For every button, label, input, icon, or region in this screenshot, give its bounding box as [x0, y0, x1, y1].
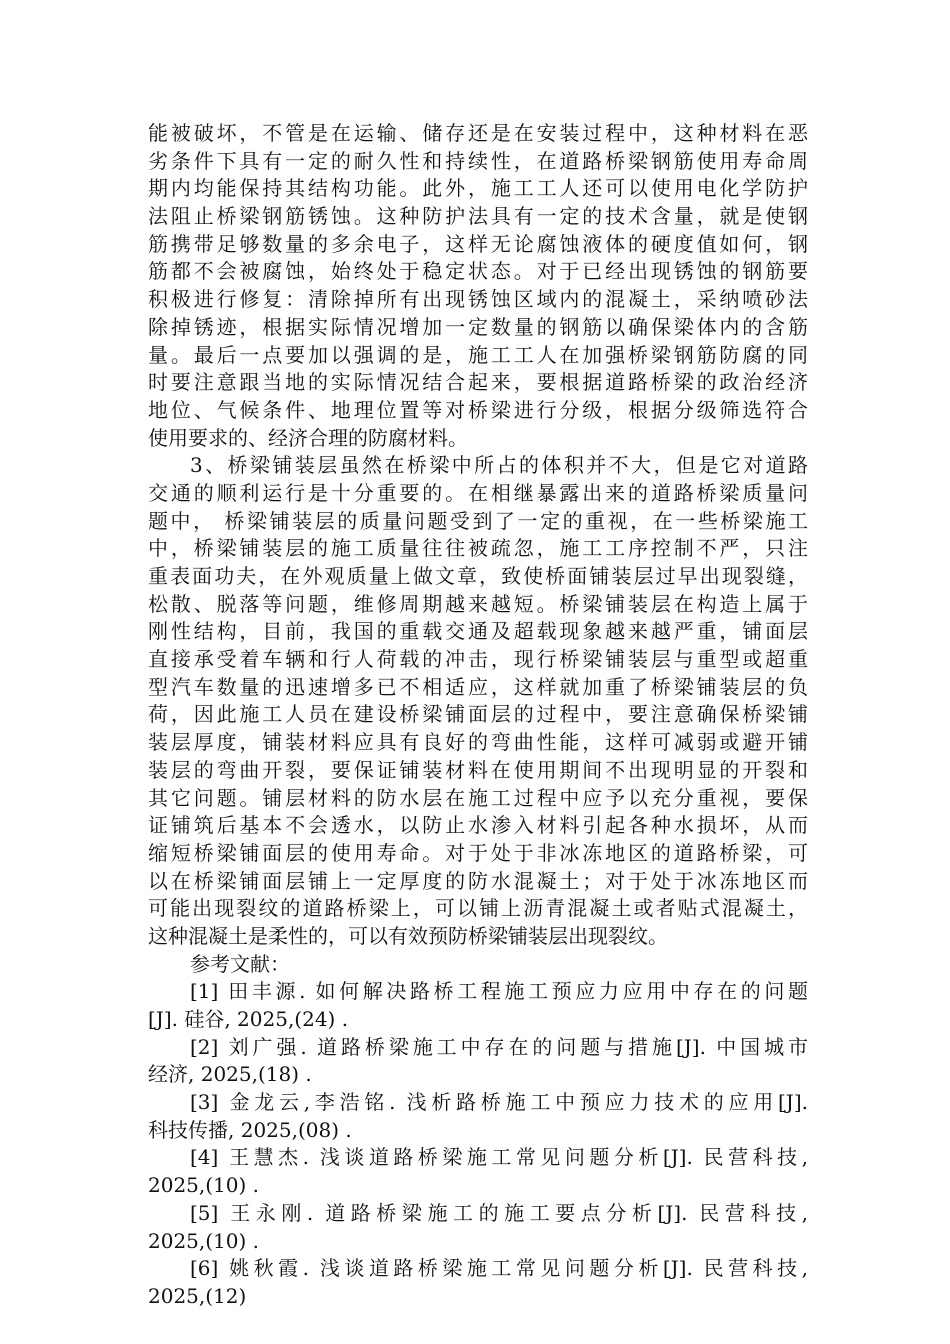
text-line: 题中， 桥梁铺装层的质量问题受到了一定的重视，在一些桥梁施工: [148, 508, 808, 533]
text-line: 可能出现裂纹的道路桥梁上，可以铺上沥青混凝土或者贴式混凝土，: [148, 896, 808, 921]
text-line: 其它问题。铺层材料的防水层在施工过程中应予以充分重视，要保: [148, 785, 808, 810]
text-line: 中，桥梁铺装层的施工质量往往被疏忽，施工工序控制不严，只注: [148, 536, 808, 561]
document-page: [148, 120, 808, 1311]
text-line: 缩短桥梁铺面层的使用寿命。对于处于非冰冻地区的道路桥梁，可: [148, 840, 808, 865]
reference-line: 2025,(10) .: [148, 1173, 260, 1198]
text-line: 松散、脱落等问题，维修周期越来越短。桥梁铺装层在构造上属于: [148, 591, 808, 616]
references-heading: [148, 951, 808, 979]
reference-4: [148, 1144, 808, 1199]
text-line: 交通的顺利运行是十分重要的。在相继暴露出来的道路桥梁质量问: [148, 480, 808, 505]
text-line: 装层的弯曲开裂，要保证铺装材料在使用期间不出现明显的开裂和: [148, 757, 808, 782]
reference-line: [4] 王慧杰. 浅谈道路桥梁施工常见问题分析[J]. 民营科技,: [190, 1145, 808, 1170]
reference-line: [J]. 硅谷, 2025,(24) .: [148, 1007, 349, 1031]
reference-line: 经济, 2025,(18) .: [148, 1062, 312, 1087]
text-line: 期内均能保持其结构功能。此外，施工工人还可以使用电化学防护: [148, 176, 808, 201]
reference-line: 2025,(12): [148, 1283, 247, 1308]
text-line: 这种混凝土是柔性的，可以有效预防桥梁铺装层出现裂纹。: [148, 923, 668, 948]
reference-3: [148, 1089, 808, 1144]
text-line: 重表面功夫，在外观质量上做文章，致使桥面铺装层过早出现裂缝，: [148, 564, 808, 588]
reference-2: [148, 1034, 808, 1089]
text-line: 装层厚度，铺装材料应具有良好的弯曲性能，这样可减弱或避开铺: [148, 730, 808, 755]
reference-line: 2025,(10) .: [148, 1228, 260, 1253]
text-line: 型汽车数量的迅速增多已不相适应，这样就加重了桥梁铺装层的负: [148, 674, 808, 699]
reference-1: [148, 978, 808, 1033]
text-line: 筋携带足够数量的多余电子，这样无论腐蚀液体的硬度值如何，钢: [148, 231, 808, 256]
text-line: 除掉锈迹，根据实际情况增加一定数量的钢筋以确保梁体内的含筋: [148, 314, 808, 339]
text-line: 直接承受着车辆和行人荷载的冲击，现行桥梁铺装层与重型或超重: [148, 647, 808, 672]
reference-line: [5] 王永刚. 道路桥梁施工的施工要点分析[J]. 民营科技,: [190, 1200, 808, 1225]
text-line: 3、桥梁铺装层虽然在桥梁中所占的体积并不大，但是它对道路: [190, 453, 808, 478]
text-line: 以在桥梁铺面层铺上一定厚度的防水混凝土；对于处于冰冻地区而: [148, 868, 808, 893]
reference-5: [148, 1200, 808, 1255]
reference-line: [3] 金龙云,李浩铭. 浅析路桥施工中预应力技术的应用[J].: [190, 1090, 808, 1115]
text-line: 刚性结构，目前，我国的重载交通及超载现象越来越严重，铺面层: [148, 619, 808, 644]
text-line: 法阻止桥梁钢筋锈蚀。这种防护法具有一定的技术含量，就是使钢: [148, 204, 808, 229]
text-line: 能被破坏，不管是在运输、储存还是在安装过程中，这种材料在恶: [148, 121, 808, 145]
text-line: 使用要求的、经济合理的防腐材料。: [148, 425, 468, 450]
text-line: 量。最后一点要加以强调的是，施工工人在加强桥梁钢筋防腐的同: [148, 342, 808, 367]
text-line: 劣条件下具有一定的耐久性和持续性，在道路桥梁钢筋使用寿命周: [148, 148, 808, 173]
reference-line: [1] 田丰源. 如何解决路桥工程施工预应力应用中存在的问题: [190, 979, 808, 1004]
reference-line: [6] 姚秋霞. 浅谈道路桥梁施工常见问题分析[J]. 民营科技,: [190, 1256, 808, 1281]
text-line: 时要注意跟当地的实际情况结合起来，要根据道路桥梁的政治经济: [148, 370, 808, 395]
reference-line: [2] 刘广强. 道路桥梁施工中存在的问题与措施[J]. 中国城市: [190, 1034, 808, 1059]
reference-6: [148, 1255, 808, 1310]
text-line: 证铺筑后基本不会透水，以防止水渗入材料引起各种水损坏，从而: [148, 813, 808, 838]
text-line: 地位、气候条件、地理位置等对桥梁进行分级，根据分级筛选符合: [148, 397, 808, 422]
section-heading: 参考文献：: [190, 951, 290, 976]
text-line: 荷，因此施工人员在建设桥梁铺面层的过程中，要注意确保桥梁铺: [148, 702, 808, 727]
paragraph-anticorrosion: [148, 120, 808, 452]
text-line: 积极进行修复：清除掉所有出现锈蚀区域内的混凝土，采纳喷砂法: [148, 287, 808, 312]
reference-line: 科技传播, 2025,(08) .: [148, 1117, 352, 1142]
text-line: 筋都不会被腐蚀，始终处于稳定状态。对于已经出现锈蚀的钢筋要: [148, 259, 808, 284]
paragraph-deck-pavement: [148, 452, 808, 950]
